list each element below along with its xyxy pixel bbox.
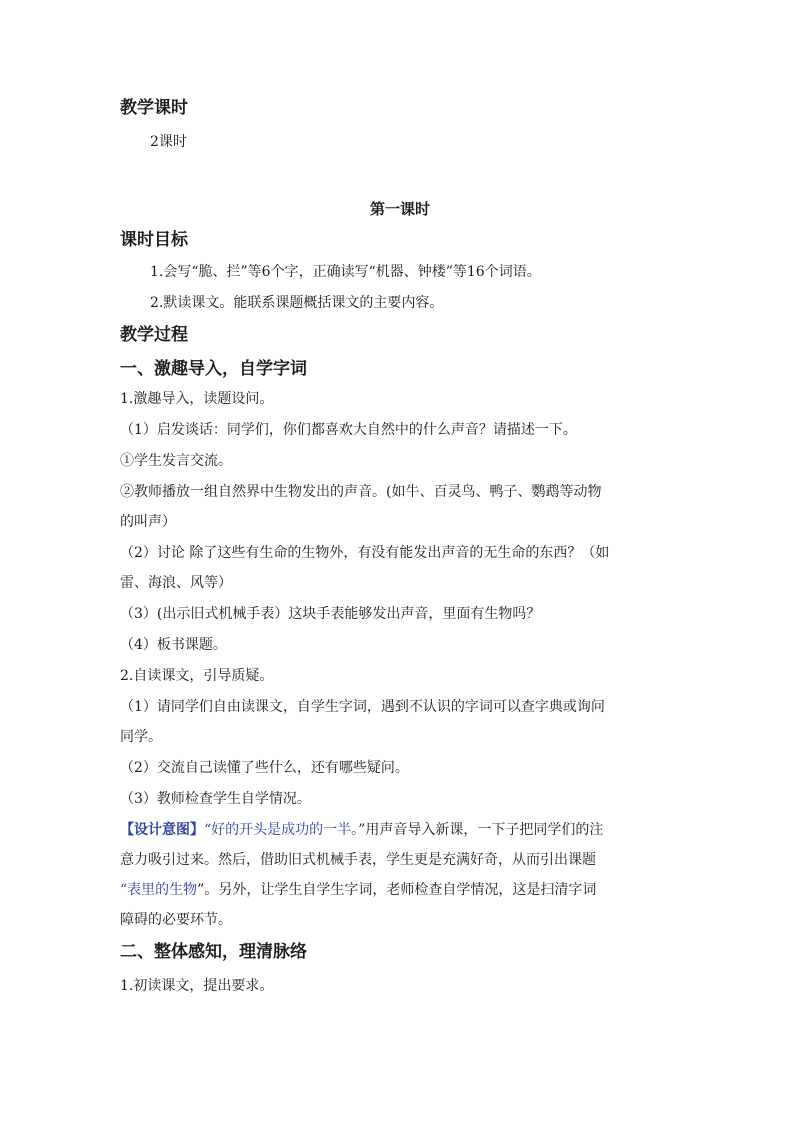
process-heading: 教学过程 [120,325,188,345]
goal-item-1: 1.会写“脆、拦”等6个字，正确读写“机器、钟楼”等16个词语。 [150,264,541,280]
teaching-hours-value: 2课时 [150,134,187,150]
part1-step1-sub2-line2: 雷、海浪、风等） [120,575,232,591]
document-content [120,96,680,996]
part1-step2-sub1-line2: 同学。 [120,729,162,745]
part1-step1-sub3: （3）(出示旧式机械手表）这块手表能够发出声音，里面有生物吗？ [120,606,541,622]
lesson-one-title: 第一课时 [369,200,430,218]
goal-item-2: 2.默读课文。能联系课题概括课文的主要内容。 [150,295,444,311]
part1-step1-sub1: （1）启发谈话：同学们，你们都喜欢大自然中的什么声音？请描述一下。 [120,422,577,438]
design-intent-line2: 意力吸引过来。然后，借助旧式机械手表，学生更是充满好奇，从而引出课题 [120,852,596,868]
design-intent-text: ”用声音导入新课，一下子把同学们的注 [358,822,604,838]
part1-step1-sub2-line1: （2）讨论 除了这些有生命的生物外，有没有能发出声音的无生命的东西？（如 [120,545,610,561]
design-intent-line4: 障碍的必要环节。 [120,912,232,928]
part1-step1-sub1a: ①学生发言交流。 [120,453,232,469]
design-intent-lesson-title: “表里的生物 [120,882,198,898]
part1-step1: 1.激趣导入，读题设问。 [120,391,274,407]
part1-step2-sub3: （3）教师检查学生自学情况。 [120,791,311,807]
part1-step1-sub4: （4）板书课题。 [120,637,227,653]
design-intent-line1 [120,820,680,840]
part2-step1: 1.初读课文，提出要求。 [120,978,274,994]
design-intent-quote: “好的开头是成功的一半。 [204,822,359,838]
design-intent-label: 【设计意图】 [120,822,204,838]
design-intent-line3-rest: ”。另外，让学生自学生字词，老师检查自学情况，这是扫清字词 [197,882,597,898]
part1-step1-sub1b-line1: ②教师播放一组自然界中生物发出的声音。(如牛、百灵鸟、鸭子、鹦鹉等动物 [120,484,602,500]
lesson-goals-heading: 课时目标 [120,230,188,250]
part1-step2: 2.自读课文，引导质疑。 [120,668,274,684]
part1-step2-sub1-line1: （1）请同学们自由读课文，自学生字词，遇到不认识的字词可以查字典或询问 [120,699,605,715]
part1-heading: 一、激趣导入，自学字词 [120,359,307,379]
part1-step2-sub2: （2）交流自己读懂了些什么，还有哪些疑问。 [120,760,409,776]
part2-heading: 二、整体感知，理清脉络 [120,942,307,962]
teaching-hours-heading: 教学课时 [120,98,188,118]
part1-step1-sub1b-line2: 的叫声） [120,514,176,530]
design-intent-line3 [120,880,680,900]
